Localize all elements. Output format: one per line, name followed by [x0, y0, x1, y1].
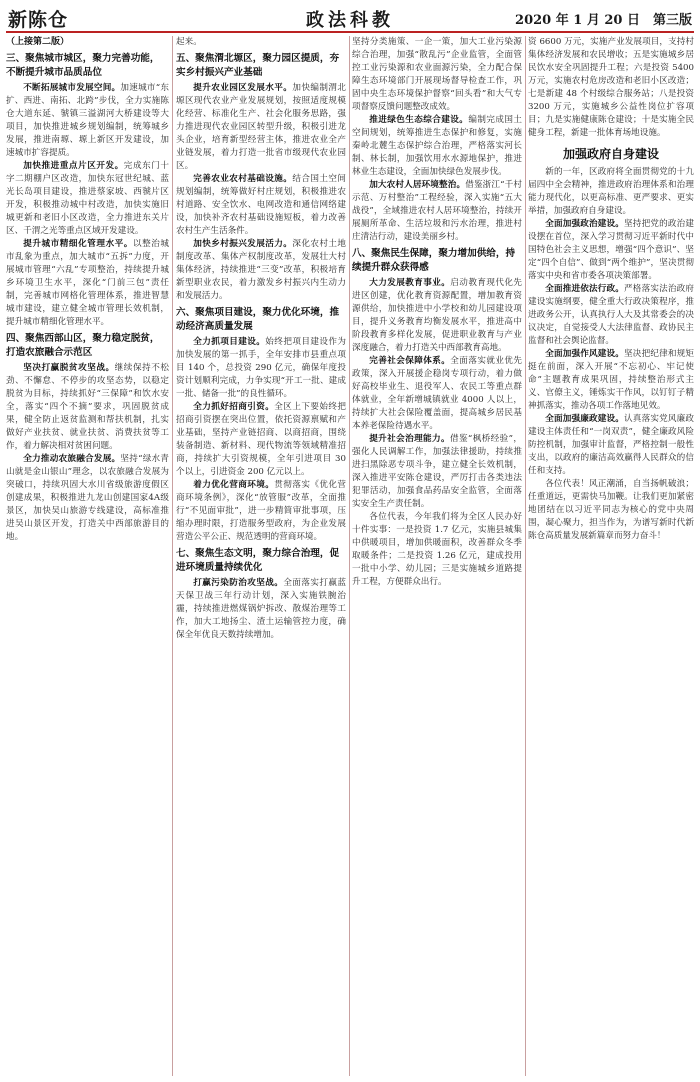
paragraph-text: 以整治城市乱象为重点，加大城市“五拆”力度，开展城市管理“六乱”专项整治，持续提升城乡环境卫生水平，深化“门前三包”责任制，完善城市网格化管理体系，推进智慧城市建设，建立健全城市管理长效机制，提升城市精细化管理水平。: [6, 239, 169, 327]
paragraph-lead: 不断拓展城市发展空间。: [23, 83, 121, 93]
paragraph: [6, 238, 169, 329]
paragraph: 各位代表！风正潮涌，自当扬帆破浪；任重道远，更需快马加鞭。让我们更加紧密地团结在以习近平同志为核心的党中央周围，凝心聚力，担当作为，为谱写新时代新陈仓高质量发展新篇章而努力奋斗！: [528, 479, 694, 541]
paragraph-lead: 加大农村人居环境整治。: [369, 180, 466, 190]
paragraph-text: 结合国土空间规划编制，统筹做好村庄规划，积极推进农村道路、安全饮水、电网改造和通信网络建设，加快补齐农村基础设施短板，着力改善农村生产生活条件。: [176, 174, 346, 236]
section-heading-government: 加强政府自身建设: [562, 147, 659, 161]
paragraph: [6, 82, 169, 160]
paragraph: [6, 160, 169, 238]
paragraph-text: 坚持“绿水青山就是金山银山”理念，以农旅融合发展为突破口，持续巩固大水川省级旅游度假区创建成果，积极推进九龙山创建国家4A级景区，加快吴山旅游专线建设，高标准推进吴山景区开发，打造关中西部旅游目的地。: [6, 454, 169, 542]
paragraph-text: 贯彻落实《优化营商环境条例》，深化“放管服”改革，全面推行“不见面审批”，进一步精简审批事项，压缩办理时限，打造服务型政府，为企业发展营造公平公正、规范透明的营商环境。: [176, 480, 346, 542]
paragraph: [528, 348, 694, 413]
column-divider: [172, 36, 173, 1076]
paragraph-text: 始终把项目建设作为加快发展的第一抓手，全年安排市县重点项目 140 个，总投资 290 亿元，确保年度投资计划顺利完成，力争实现“开工一批、建成一批、储备一批”的良性循环。: [176, 337, 346, 399]
paragraph: 新的一年，区政府将全面贯彻党的十九届四中全会精神，推进政府治理体系和治理能力现代化，以更高标准、更严要求、更实举措，加强政府自身建设。: [528, 167, 694, 216]
paragraph: 坚持分类施策、一企一策，加大工业污染源综合治理，加强“散乱污”企业监管，全面管控工业污染源和农业面源污染，全力配合保障生态环境部门开展现场督导检查工作，巩固中央生态环境保护督察“回头看”和大气专项督察反馈问题整改成效。: [352, 37, 522, 112]
paragraph: [6, 453, 169, 544]
paragraph: [352, 355, 522, 433]
paragraph-text: 加速城市“东扩、西进、南拓、北跨”步伐，全力实施陈仓大道东延、虢镇三溢湖河大桥建设等大项目，加快推进城乡规划编制，统筹城乡发展，推进南塬、塬上新区开发建设，加速城市扩容提质。: [6, 83, 169, 158]
section-heading-4: 四、聚焦西部山区，聚力稳定脱贫，打造农旅融合示范区: [6, 333, 160, 358]
paragraph-text: 编制完成国土空间规划，统筹推进生态保护和修复，实施秦岭北麓生态保护综合治理，严格落实河长制、林长制，加强饮用水水源地保护，推进林业生态建设，全面加快绿色发展步伐。: [352, 115, 522, 177]
paragraph: [176, 173, 346, 238]
paragraph-text: 借鉴浙江“千村示范、万村整治”工程经验，深入实施“五大战役”，全域推进农村人居环境整治，持续开展厕所革命、生活垃圾和污水治理，推进村庄清洁行动，建设美丽乡村。: [352, 180, 522, 242]
paragraph: [528, 283, 694, 348]
paragraph-text: 坚持把党的政治建设摆在首位，深入学习贯彻习近平新时代中国特色社会主义思想，增强“四个意识”、坚定“四个自信”、做到“两个维护”，坚决贯彻落实中央和省市委各项决策部署。: [528, 219, 694, 281]
paragraph-lead: 加快推进重点片区开发。: [23, 161, 124, 171]
masthead: [0, 0, 700, 32]
continued-marker: （上接第二版）: [6, 37, 70, 47]
paragraph: [352, 179, 522, 244]
paragraph-text: 全区上下要始终把招商引资摆在突出位置，依托资源禀赋和产业基础，坚持产业链招商、以商招商，围绕装备制造、新材料、现代物流等领域精准招商，持续扩大引资规模，全年引进项目 30 个以上，引进资金 200 亿元以上。: [176, 402, 346, 477]
paragraph: [528, 413, 694, 478]
paragraph: [528, 218, 694, 283]
column-4: [528, 36, 694, 1076]
paragraph-lead: 提升城市精细化管理水平。: [23, 239, 133, 249]
paragraph-text: 全面落实就业优先政策，深入开展援企稳岗专项行动，着力做好高校毕业生、退役军人、农民工等重点群体就业，全年新增城镇就业 4000 人以上，持续扩大社会保险覆盖面，提高城乡居民基本养老保险待遇水平。: [352, 356, 522, 431]
column-2: [176, 36, 346, 1076]
paragraph-lead: 推进绿色生态综合建设。: [369, 115, 469, 125]
paragraph: [176, 479, 346, 544]
paragraph-text: 坚决把纪律和规矩挺在前面，深入开展“不忘初心、牢记使命”主题教育成果巩固，持续整治形式主义、官僚主义，锤炼实干作风，以钉钉子精神抓落实，推动各项工作落地见效。: [528, 349, 694, 411]
paragraph: 资 6600 万元，实施产业发展项目，支持村集体经济发展和农民增收；五是实施城乡居民饮水安全巩固提升工程；六是投资 5400 万元，实施农村危房改造和老旧小区改造；七是新建 48 个村级综合服务站；八是投资 3200 万元，实施城乡公益性岗位扩容项目；九是实施健康陈仓建设；十是实施全民健身工程，新建一批体育场地设施。: [528, 37, 694, 138]
section-heading-5: 五、聚焦渭北塬区，聚力园区提质，夯实乡村振兴产业基础: [176, 53, 340, 78]
paragraph-lead: 全面加强作风建设。: [545, 349, 625, 359]
paragraph: [352, 277, 522, 355]
masthead-rule: [6, 31, 694, 33]
paragraph: [176, 82, 346, 173]
column-3: [352, 36, 522, 1076]
paragraph-text: 借鉴“枫桥经验”，强化人民调解工作，加强法律援助，持续推进扫黑除恶专项斗争，建立健全长效机制，深入推进平安陈仓建设，严厉打击各类违法犯罪活动，加强食品药品安全监管，全面落实安全生产责任制。: [352, 434, 522, 509]
paragraph-lead: 全面加强廉政建设。: [545, 414, 625, 424]
column-1: [6, 36, 169, 1076]
paragraph-text: 加快编制渭北塬区现代农业产业发展规划，按照适度规模化经营、标准化生产、社会化服务思路，强力推进现代农业园区转型升级，积极引进龙头企业，培育新型经营主体，推进农业全产业链发展，着力打造一批省市级现代农业园区。: [176, 83, 346, 171]
issue-date-page: 2020 年 1 月 20 日 第三版: [515, 13, 692, 28]
paragraph: [176, 336, 346, 401]
column-divider: [525, 36, 526, 1076]
paragraph-lead: 全力推动农旅融合发展。: [23, 454, 121, 464]
section-heading-6: 六、聚焦项目建设，聚力优化环境，推动经济高质量发展: [176, 307, 340, 332]
paragraph-text: 继续保持不松劲、不懈怠、不停步的攻坚态势，以稳定脱贫为目标，持续抓好“三保障”和饮水安全，落实“四个不摘”要求，巩固脱贫成果，健全防止返贫监测和帮扶机制，扎实做好产业扶贫、就业扶贫、消费扶贫等工作，着力解决相对贫困问题。: [6, 363, 169, 451]
paragraph: [352, 114, 522, 179]
paragraph-lead: 全力抓项目建设。: [193, 337, 266, 347]
paragraph-text: 严格落实法治政府建设实施纲要，健全重大行政决策程序，推进政务公开，认真执行人大及其常委会的决议决定，自觉接受人大法律监督、政协民主监督和社会舆论监督。: [528, 284, 694, 346]
paragraph-text: 启动教育现代化先进区创建，优化教育资源配置，增加教育资源供给，加快推进中小学校和幼儿园建设项目，提升义务教育均衡发展水平，推进高中阶段教育多样化发展，促进职业教育与产业深度融合，着力打造关中西部教育高地。: [352, 278, 522, 353]
paragraph: [176, 401, 346, 479]
paragraph-text: 全面落实打赢蓝天保卫战三年行动计划，深入实施铁腕治霾，持续推进燃煤锅炉拆改、散煤治理等工作，加大工地扬尘、渣土运输管控力度，确保全年优良天数持续增加。: [176, 578, 346, 640]
paragraph-lead: 坚决打赢脱贫攻坚战。: [23, 363, 115, 373]
paragraph-lead: 提升农业园区发展水平。: [193, 83, 293, 93]
paragraph-lead: 完善农业农村基础设施。: [193, 174, 293, 184]
section-heading-8: 八、聚焦民生保障，聚力增加供给，持续提升群众获得感: [352, 248, 516, 273]
paragraph-lead: 加快乡村振兴发展活力。: [193, 239, 293, 249]
paragraph: 各位代表，今年我们将为全区人民办好十件实事：一是投资 1.7 亿元，实施县城集中供暖项目，增加供暖面积，改善群众冬季取暖条件；二是投资 1.26 亿元，建成投用一批中小学、幼儿园；三是实施城乡道路提升工程，方便群众出行。: [352, 512, 522, 587]
newspaper-name: 新陈仓: [8, 9, 69, 31]
column-divider: [349, 36, 350, 1076]
paragraph: 起来。: [176, 37, 202, 47]
paragraph: [176, 238, 346, 303]
paragraph: [6, 362, 169, 453]
paragraph-lead: 提升社会治理能力。: [369, 434, 450, 444]
paragraph-lead: 着力优化营商环境。: [193, 480, 275, 490]
paragraph-lead: 全力抓好招商引资。: [193, 402, 275, 412]
paragraph: [176, 577, 346, 642]
paragraph-lead: 全面加强政治建设。: [545, 219, 625, 229]
paragraph-lead: 全面推进依法行政。: [545, 284, 625, 294]
paragraph-lead: 大力发展教育事业。: [369, 278, 451, 288]
paragraph: [352, 433, 522, 511]
section-title: 政法科教: [306, 10, 394, 31]
paragraph-text: 深化农村土地制度改革、集体产权制度改革，发展壮大村集体经济，持续推进“三变”改革，积极培育新型职业农民，着力激发乡村振兴内生动力和发展活力。: [176, 239, 346, 301]
paragraph-lead: 打赢污染防治攻坚战。: [193, 578, 284, 588]
section-heading-7: 七、聚焦生态文明，聚力综合治理，促进环境质量持续优化: [176, 548, 340, 573]
paragraph-lead: 完善社会保障体系。: [369, 356, 451, 366]
paragraph-text: 认真落实党风廉政建设主体责任和“一岗双责”，健全廉政风险防控机制，加强审计监督，严格控制一般性支出，以政府的廉洁高效赢得人民群众的信任和支持。: [528, 414, 694, 476]
section-heading-3: 三、聚焦城市城区，聚力完善功能，不断提升城市品质品位: [6, 53, 160, 78]
paragraph-text: 完成东门十字二期棚户区改造，加快东冠世纪城、蓝光长岛项目建设，推进蔡家坡、西虢片区开发，积极推动城中村改造，加快实施旧城更新和老旧小区改造，全力推进东关片区、千渭之光等重点区域开发建设。: [6, 161, 169, 236]
